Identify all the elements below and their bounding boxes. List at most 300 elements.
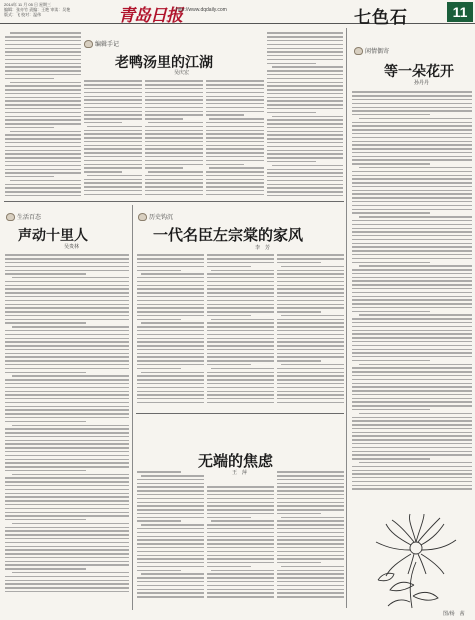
text-line [5, 112, 81, 113]
text-line [352, 390, 472, 391]
text-line [5, 391, 129, 392]
text-line [352, 349, 472, 350]
text-line [10, 180, 81, 181]
text-line [5, 311, 129, 312]
text-line [277, 254, 344, 255]
article-1-title[interactable]: 老鸭汤里的江湖 [115, 55, 213, 71]
text-line [87, 126, 142, 127]
text-line [12, 326, 129, 327]
text-line [5, 93, 81, 94]
text-line [137, 360, 204, 361]
text-line [137, 498, 204, 499]
text-line [207, 592, 274, 593]
text-line [206, 145, 264, 146]
text-line [5, 195, 81, 196]
text-line [137, 402, 204, 403]
text-line [137, 338, 204, 339]
text-line [267, 63, 316, 64]
text-line [5, 553, 129, 554]
text-line [84, 156, 142, 157]
text-line [352, 432, 472, 433]
text-line [12, 277, 129, 278]
text-line [352, 133, 472, 134]
text-line [137, 326, 204, 327]
text-line [267, 40, 343, 41]
article-3-title[interactable]: 声动十里人 [18, 228, 88, 244]
text-line [267, 93, 343, 94]
text-line [5, 409, 129, 410]
text-line [5, 165, 81, 166]
text-line [5, 296, 129, 297]
text-line [5, 383, 129, 384]
text-line [207, 589, 274, 590]
text-line [137, 532, 204, 533]
text-line [5, 496, 129, 497]
article-4-body-col-2 [207, 252, 274, 410]
text-line [206, 107, 264, 108]
text-line [145, 96, 203, 97]
text-line [352, 394, 472, 395]
text-line [5, 356, 129, 357]
text-line [5, 493, 129, 494]
text-line [5, 455, 129, 456]
text-line [137, 285, 204, 286]
text-line [352, 159, 472, 160]
text-line [137, 300, 204, 301]
text-line [352, 125, 472, 126]
text-line [5, 262, 129, 263]
text-line [137, 566, 204, 567]
text-line [137, 266, 204, 267]
text-line [267, 55, 343, 56]
text-line [207, 532, 274, 533]
article-2-column-tag: 闲情偶寄 [354, 46, 389, 55]
text-line [5, 428, 129, 429]
text-line [352, 254, 472, 255]
text-line [359, 364, 472, 365]
text-line [5, 436, 129, 437]
text-line [137, 330, 204, 331]
text-line [5, 36, 81, 37]
text-line [267, 180, 343, 181]
text-line [137, 471, 181, 472]
text-line [352, 466, 472, 467]
text-line [145, 99, 203, 100]
text-line [207, 254, 274, 255]
text-line [209, 167, 264, 168]
text-line [137, 349, 204, 350]
text-line [352, 231, 472, 232]
text-line [5, 138, 81, 139]
text-line [5, 100, 81, 101]
article-1-body-col-5 [267, 30, 343, 198]
text-line [277, 539, 344, 540]
text-line [267, 119, 343, 120]
text-line [145, 103, 203, 104]
text-line [277, 581, 344, 582]
text-line [5, 432, 129, 433]
text-line [5, 59, 81, 60]
text-line [206, 148, 264, 149]
text-line [277, 513, 321, 514]
text-line [352, 99, 472, 100]
text-line [277, 311, 321, 312]
text-line [5, 406, 129, 407]
text-line [267, 142, 343, 143]
text-line [267, 74, 343, 75]
text-line [277, 592, 344, 593]
text-line [267, 157, 343, 158]
text-line [267, 187, 343, 188]
text-line [207, 360, 274, 361]
text-line [352, 470, 472, 471]
text-line [5, 288, 129, 289]
text-line [141, 573, 204, 574]
text-line [207, 322, 274, 323]
text-line [12, 572, 129, 573]
text-line [5, 387, 129, 388]
text-line [267, 100, 343, 101]
column-divider [346, 28, 347, 608]
article-1-body-col-4 [206, 78, 264, 198]
text-line [277, 475, 344, 476]
text-line [352, 383, 472, 384]
text-line [277, 353, 344, 354]
text-line [359, 314, 472, 315]
text-line [145, 137, 203, 138]
text-line [277, 483, 344, 484]
text-line [5, 330, 129, 331]
text-line [5, 315, 129, 316]
text-line [352, 114, 430, 115]
text-line [5, 466, 129, 467]
text-line [352, 451, 472, 452]
text-line [277, 498, 344, 499]
text-line [207, 277, 274, 278]
text-line [5, 447, 129, 448]
newspaper-masthead: 青岛日报 [118, 6, 182, 26]
text-line [209, 118, 264, 119]
text-line [84, 194, 142, 195]
text-line [281, 517, 344, 518]
article-2-author: 孙丹丹 [414, 80, 430, 86]
text-line [277, 338, 344, 339]
text-line [267, 104, 343, 105]
text-line [5, 372, 86, 373]
text-line [5, 254, 129, 255]
text-line [352, 356, 472, 357]
text-line [206, 175, 264, 176]
text-line [84, 84, 142, 85]
text-line [141, 475, 204, 476]
text-line [352, 220, 472, 221]
text-line [137, 513, 204, 514]
text-line [352, 345, 472, 346]
text-line [141, 322, 204, 323]
text-line [145, 126, 203, 127]
text-line [277, 562, 321, 563]
text-line [137, 539, 204, 540]
text-line [352, 311, 430, 312]
text-line [137, 551, 204, 552]
text-line [359, 462, 472, 463]
text-line [206, 96, 264, 97]
text-line [207, 494, 274, 495]
text-line [207, 338, 274, 339]
text-line [211, 368, 274, 369]
text-line [207, 296, 274, 297]
text-line [267, 184, 343, 185]
text-line [137, 536, 204, 537]
text-line [10, 82, 81, 83]
text-line [207, 353, 274, 354]
text-line [207, 505, 274, 506]
text-line [352, 409, 430, 410]
text-line [137, 304, 204, 305]
text-line [352, 443, 472, 444]
text-line [267, 36, 343, 37]
text-line [84, 133, 142, 134]
text-line [277, 387, 344, 388]
text-line [5, 85, 81, 86]
chrysanthemum-flower-sketch-icon [368, 510, 460, 610]
text-line [207, 326, 274, 327]
text-line [352, 156, 472, 157]
text-line [267, 32, 343, 33]
text-line [206, 84, 264, 85]
text-line [5, 63, 81, 64]
text-line [352, 360, 430, 361]
text-line [5, 66, 81, 67]
text-line [5, 549, 129, 550]
text-line [352, 190, 472, 191]
text-line [5, 191, 81, 192]
text-line [84, 130, 142, 131]
text-line [352, 280, 472, 281]
text-line [281, 266, 344, 267]
text-line [207, 547, 274, 548]
text-line [84, 190, 142, 191]
text-line [145, 175, 203, 176]
text-line [206, 99, 264, 100]
text-line [137, 570, 181, 571]
text-line [137, 315, 204, 316]
text-line [141, 524, 204, 525]
text-line [5, 146, 81, 147]
text-line [277, 334, 344, 335]
text-line [84, 118, 142, 119]
text-line [5, 394, 129, 395]
text-line [84, 179, 142, 180]
text-line [137, 288, 204, 289]
text-line [267, 191, 343, 192]
text-line [5, 527, 129, 528]
text-line [5, 74, 81, 75]
newspaper-url[interactable]: http://www.dqdaily.com [176, 7, 227, 13]
text-line [207, 402, 274, 403]
text-line [5, 341, 129, 342]
text-line [137, 543, 204, 544]
text-line [5, 402, 129, 403]
text-line [277, 502, 344, 503]
text-line [277, 505, 344, 506]
text-line [141, 372, 204, 373]
text-line [207, 266, 251, 267]
text-line [137, 356, 204, 357]
text-line [352, 458, 430, 459]
text-line [267, 150, 343, 151]
text-line [277, 383, 344, 384]
text-line [145, 190, 203, 191]
article-2-title[interactable]: 等一朵花开 [384, 64, 454, 80]
text-line [5, 104, 81, 105]
text-line [145, 145, 203, 146]
text-line [207, 387, 274, 388]
text-line [137, 483, 204, 484]
text-line [352, 398, 472, 399]
text-line [352, 428, 472, 429]
text-line [5, 70, 81, 71]
text-line [137, 589, 204, 590]
article-4-title[interactable]: 一代名臣左宗棠的家风 [153, 226, 304, 244]
text-line [277, 577, 344, 578]
text-line [145, 167, 183, 168]
text-line [5, 119, 81, 120]
text-line [5, 421, 86, 422]
text-line [5, 349, 129, 350]
article-1-column-tag: 编辑手记 [84, 39, 119, 48]
text-line [5, 534, 129, 535]
text-line [352, 485, 472, 486]
text-line [137, 379, 204, 380]
text-line [84, 171, 122, 172]
text-line [277, 262, 321, 263]
text-line [277, 296, 344, 297]
text-line [12, 375, 129, 376]
text-line [277, 532, 344, 533]
text-line [5, 338, 129, 339]
text-line [206, 92, 264, 93]
article-5-body-col-2 [207, 416, 274, 608]
page-header [0, 0, 475, 28]
text-line [5, 481, 129, 482]
text-line [352, 209, 472, 210]
text-line [277, 307, 344, 308]
text-line [84, 80, 142, 81]
text-line [207, 539, 274, 540]
text-line [137, 398, 204, 399]
text-line [5, 150, 81, 151]
text-line [207, 258, 274, 259]
text-line [84, 96, 142, 97]
text-line [5, 89, 81, 90]
text-line [137, 505, 204, 506]
text-line [145, 148, 203, 149]
text-line [352, 258, 472, 259]
text-line [5, 587, 129, 588]
text-line [267, 161, 316, 162]
text-line [5, 142, 81, 143]
text-line [5, 78, 54, 79]
text-line [359, 265, 472, 266]
text-line [267, 108, 343, 109]
text-line [207, 502, 274, 503]
text-line [352, 439, 472, 440]
text-line [5, 500, 129, 501]
text-line [5, 417, 129, 418]
text-line [84, 92, 142, 93]
text-line [145, 152, 203, 153]
text-line [137, 502, 204, 503]
text-line [137, 258, 204, 259]
text-line [5, 127, 54, 128]
text-line [277, 543, 344, 544]
text-line [137, 345, 204, 346]
text-line [352, 103, 472, 104]
text-line [137, 262, 204, 263]
text-line [137, 292, 204, 293]
text-line [206, 194, 264, 195]
text-line [207, 528, 274, 529]
text-line [281, 566, 344, 567]
text-line [267, 138, 343, 139]
text-line [5, 281, 129, 282]
text-line [5, 108, 81, 109]
text-line [5, 322, 86, 323]
text-line [352, 296, 472, 297]
text-line [267, 153, 343, 154]
text-line [207, 364, 251, 365]
article-5-body-col-1 [137, 416, 204, 608]
text-line [277, 375, 344, 376]
text-line [352, 330, 472, 331]
text-line [352, 137, 472, 138]
text-line [5, 176, 54, 177]
article-5-title[interactable]: 无端的焦虑 [198, 452, 274, 470]
text-line [267, 123, 343, 124]
text-line [277, 471, 344, 472]
header-layout: 版式：飞 校对：温伟 [4, 12, 42, 17]
text-line [352, 129, 472, 130]
article-1-body-col-3 [145, 78, 203, 198]
text-line [277, 536, 344, 537]
text-line [5, 97, 81, 98]
text-line [5, 477, 129, 478]
text-line [207, 341, 274, 342]
text-line [5, 134, 81, 135]
text-line [5, 398, 129, 399]
text-line [352, 144, 472, 145]
text-line [207, 536, 274, 537]
text-line [277, 528, 344, 529]
text-line [5, 557, 129, 558]
text-line [5, 48, 81, 49]
text-line [84, 160, 142, 161]
text-line [352, 110, 472, 111]
text-line [207, 383, 274, 384]
text-line [267, 131, 343, 132]
text-line [10, 131, 81, 132]
text-line [145, 107, 203, 108]
text-line [267, 70, 343, 71]
text-line [352, 171, 472, 172]
text-line [5, 40, 81, 41]
text-line [277, 300, 344, 301]
text-line [5, 353, 129, 354]
header-date: 2014年 11 月 05 日 星期三 [4, 2, 52, 7]
article-4-body-col-1 [137, 252, 204, 410]
text-line [352, 186, 472, 187]
